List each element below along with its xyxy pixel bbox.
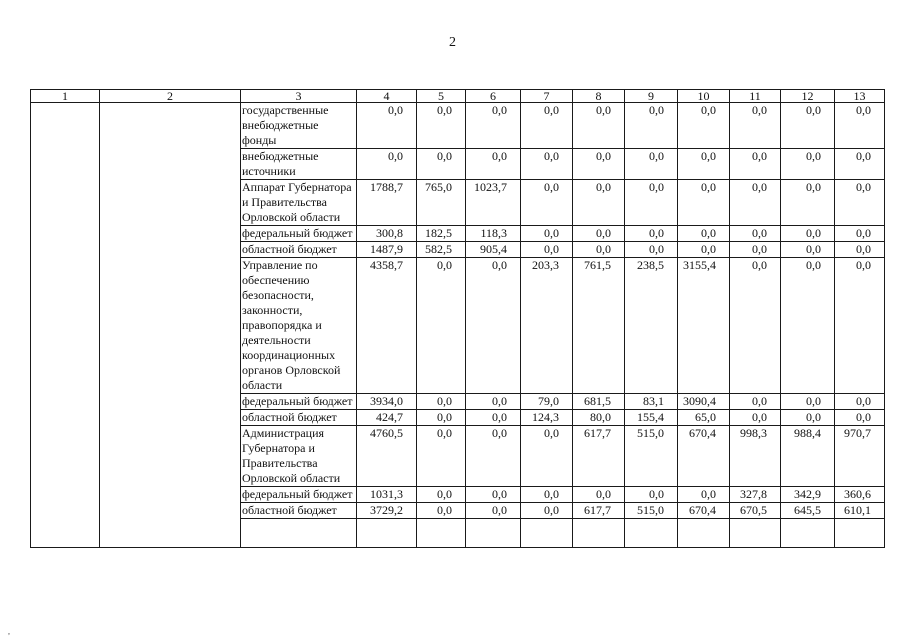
value-cell: 0,0	[835, 258, 885, 394]
value-cell: 670,4	[678, 503, 730, 519]
row-name-cell: Администрация Губернатора и Правительства Орловской области	[241, 426, 357, 487]
column-number-header: 12	[781, 90, 835, 103]
value-cell: 0,0	[521, 226, 573, 242]
row-name-cell: областной бюджет	[241, 503, 357, 519]
value-cell: 681,5	[573, 394, 625, 410]
column-number-header: 8	[573, 90, 625, 103]
column-number-header: 6	[466, 90, 521, 103]
empty-cell	[730, 519, 781, 548]
value-cell: 970,7	[835, 426, 885, 487]
value-cell: 238,5	[625, 258, 678, 394]
value-cell: 0,0	[466, 258, 521, 394]
value-cell: 203,3	[521, 258, 573, 394]
value-cell: 0,0	[417, 503, 466, 519]
empty-cell	[357, 519, 417, 548]
value-cell: 360,6	[835, 487, 885, 503]
value-cell: 1788,7	[357, 180, 417, 226]
row-name-cell: федеральный бюджет	[241, 394, 357, 410]
value-cell: 1031,3	[357, 487, 417, 503]
empty-cell	[241, 519, 357, 548]
value-cell: 0,0	[417, 410, 466, 426]
value-cell: 0,0	[417, 258, 466, 394]
empty-cell	[573, 519, 625, 548]
value-cell: 0,0	[625, 487, 678, 503]
value-cell: 3729,2	[357, 503, 417, 519]
value-cell: 610,1	[835, 503, 885, 519]
value-cell: 124,3	[521, 410, 573, 426]
value-cell: 0,0	[730, 149, 781, 180]
value-cell: 0,0	[678, 149, 730, 180]
value-cell: 0,0	[417, 394, 466, 410]
row-name-cell: Аппарат Губернатора и Правительства Орловской области	[241, 180, 357, 226]
empty-cell	[625, 519, 678, 548]
value-cell: 0,0	[521, 426, 573, 487]
budget-table	[30, 89, 885, 548]
value-cell: 0,0	[781, 226, 835, 242]
row-name-cell: федеральный бюджет	[241, 487, 357, 503]
value-cell: 0,0	[573, 180, 625, 226]
empty-cell	[781, 519, 835, 548]
row-name-cell: государственные внебюджетные фонды	[241, 103, 357, 149]
empty-cell	[417, 519, 466, 548]
value-cell: 515,0	[625, 503, 678, 519]
column-number-header: 4	[357, 90, 417, 103]
value-cell: 645,5	[781, 503, 835, 519]
empty-cell	[521, 519, 573, 548]
value-cell: 4760,5	[357, 426, 417, 487]
value-cell: 0,0	[835, 226, 885, 242]
value-cell: 670,4	[678, 426, 730, 487]
value-cell: 0,0	[835, 410, 885, 426]
value-cell: 0,0	[625, 242, 678, 258]
value-cell: 4358,7	[357, 258, 417, 394]
column-number-header: 10	[678, 90, 730, 103]
value-cell: 0,0	[835, 180, 885, 226]
value-cell: 79,0	[521, 394, 573, 410]
row-name-cell: Управление по обеспечению безопасности, законности, правопорядка и деятельности координационных органов Орловской области	[241, 258, 357, 394]
value-cell: 0,0	[521, 487, 573, 503]
value-cell: 617,7	[573, 426, 625, 487]
value-cell: 300,8	[357, 226, 417, 242]
value-cell: 0,0	[521, 503, 573, 519]
value-cell: 0,0	[678, 226, 730, 242]
value-cell: 342,9	[781, 487, 835, 503]
value-cell: 0,0	[466, 426, 521, 487]
value-cell: 327,8	[730, 487, 781, 503]
value-cell: 182,5	[417, 226, 466, 242]
value-cell: 0,0	[781, 180, 835, 226]
empty-cell	[678, 519, 730, 548]
value-cell: 0,0	[573, 149, 625, 180]
value-cell: 582,5	[417, 242, 466, 258]
value-cell: 0,0	[573, 226, 625, 242]
value-cell: 0,0	[730, 258, 781, 394]
column-number-header: 1	[31, 90, 100, 103]
value-cell: 0,0	[357, 149, 417, 180]
value-cell: 0,0	[835, 103, 885, 149]
value-cell: 0,0	[521, 149, 573, 180]
value-cell: 0,0	[417, 149, 466, 180]
value-cell: 0,0	[781, 394, 835, 410]
value-cell: 515,0	[625, 426, 678, 487]
column-number-header: 5	[417, 90, 466, 103]
page-number: 2	[449, 35, 456, 50]
value-cell: 0,0	[781, 149, 835, 180]
value-cell: 0,0	[730, 180, 781, 226]
value-cell: 0,0	[417, 487, 466, 503]
column-number-header: 13	[835, 90, 885, 103]
empty-cell	[466, 519, 521, 548]
value-cell: 761,5	[573, 258, 625, 394]
value-cell: 0,0	[625, 103, 678, 149]
column-number-header: 11	[730, 90, 781, 103]
value-cell: 0,0	[730, 242, 781, 258]
value-cell: 118,3	[466, 226, 521, 242]
value-cell: 80,0	[573, 410, 625, 426]
value-cell: 0,0	[835, 242, 885, 258]
value-cell: 0,0	[625, 226, 678, 242]
value-cell: 0,0	[730, 226, 781, 242]
value-cell: 424,7	[357, 410, 417, 426]
value-cell: 0,0	[521, 103, 573, 149]
value-cell: 0,0	[573, 103, 625, 149]
row-name-cell: федеральный бюджет	[241, 226, 357, 242]
value-cell: 0,0	[573, 487, 625, 503]
column-number-row	[31, 90, 885, 103]
value-cell: 65,0	[678, 410, 730, 426]
column-number-header: 9	[625, 90, 678, 103]
value-cell: 0,0	[466, 103, 521, 149]
value-cell: 0,0	[835, 149, 885, 180]
value-cell: 0,0	[357, 103, 417, 149]
value-cell: 0,0	[730, 394, 781, 410]
value-cell: 0,0	[781, 242, 835, 258]
value-cell: 998,3	[730, 426, 781, 487]
value-cell: 0,0	[678, 242, 730, 258]
value-cell: 765,0	[417, 180, 466, 226]
value-cell: 617,7	[573, 503, 625, 519]
value-cell: 0,0	[625, 149, 678, 180]
value-cell: 0,0	[781, 410, 835, 426]
value-cell: 670,5	[730, 503, 781, 519]
value-cell: 1023,7	[466, 180, 521, 226]
value-cell: 0,0	[625, 180, 678, 226]
value-cell: 0,0	[730, 103, 781, 149]
value-cell: 0,0	[781, 258, 835, 394]
value-cell: 0,0	[521, 242, 573, 258]
value-cell: 0,0	[781, 103, 835, 149]
value-cell: 0,0	[730, 410, 781, 426]
row-name-cell: областной бюджет	[241, 242, 357, 258]
value-cell: 155,4	[625, 410, 678, 426]
value-cell: 0,0	[678, 487, 730, 503]
column-number-header: 2	[100, 90, 241, 103]
value-cell: 0,0	[835, 394, 885, 410]
value-cell: 0,0	[573, 242, 625, 258]
column-2-cell	[100, 103, 241, 548]
value-cell: 0,0	[521, 180, 573, 226]
value-cell: 0,0	[678, 180, 730, 226]
value-cell: 3155,4	[678, 258, 730, 394]
value-cell: 0,0	[466, 394, 521, 410]
column-number-header: 7	[521, 90, 573, 103]
value-cell: 0,0	[466, 410, 521, 426]
value-cell: 905,4	[466, 242, 521, 258]
value-cell: 0,0	[466, 503, 521, 519]
value-cell: 3934,0	[357, 394, 417, 410]
value-cell: 83,1	[625, 394, 678, 410]
value-cell: 0,0	[417, 426, 466, 487]
row-name-cell: внебюджетные источники	[241, 149, 357, 180]
value-cell: 0,0	[466, 149, 521, 180]
scan-mark: ,	[8, 627, 10, 636]
value-cell: 3090,4	[678, 394, 730, 410]
row-name-cell: областной бюджет	[241, 410, 357, 426]
table-row	[31, 103, 885, 149]
value-cell: 0,0	[678, 103, 730, 149]
empty-cell	[835, 519, 885, 548]
column-number-header: 3	[241, 90, 357, 103]
column-1-cell	[31, 103, 100, 548]
value-cell: 988,4	[781, 426, 835, 487]
value-cell: 0,0	[466, 487, 521, 503]
value-cell: 0,0	[417, 103, 466, 149]
value-cell: 1487,9	[357, 242, 417, 258]
